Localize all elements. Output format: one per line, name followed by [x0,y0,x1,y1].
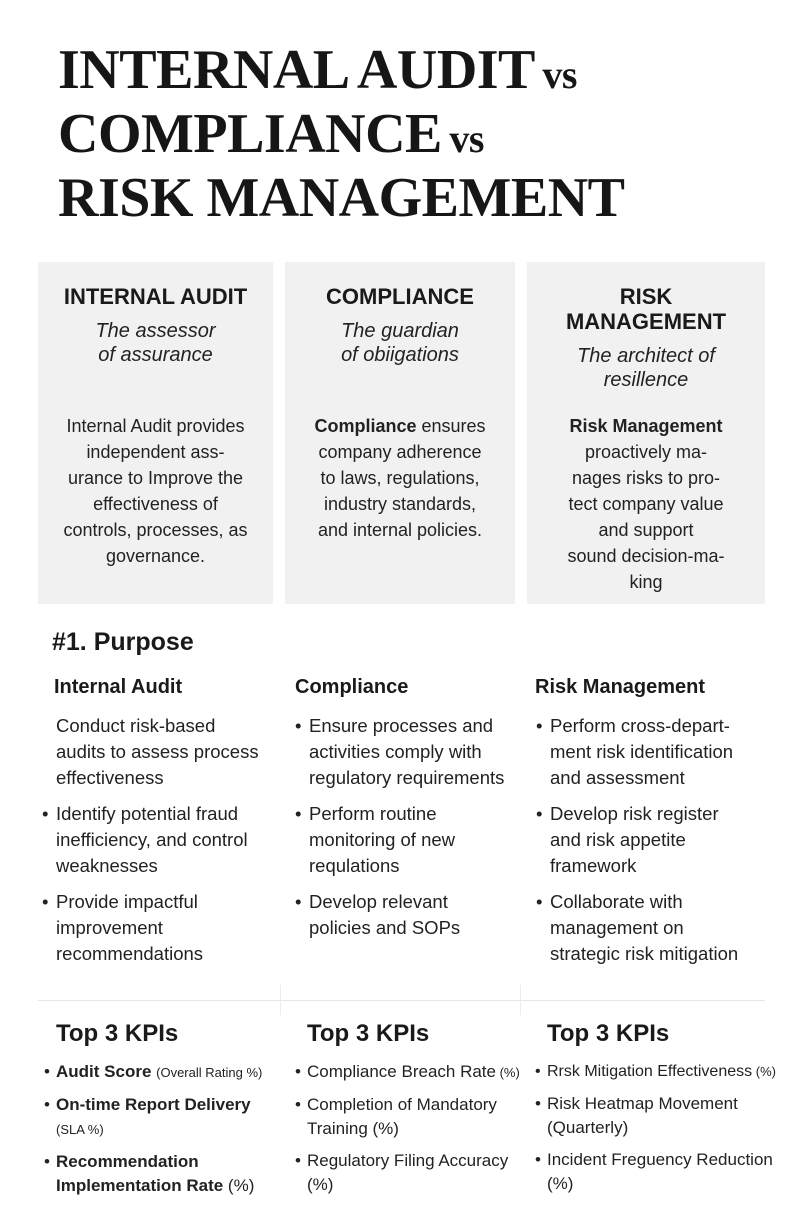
card-description: Risk Management proactively ma- nages risks to pro- tect company value and support sound decision-ma- king [567,416,725,592]
card-internal-audit [38,262,273,604]
column-heading: Compliance [295,676,409,698]
kpi-item: • Recommendation Implementation Rate (%) [56,1150,278,1198]
kpi-item: • Risk Heatmap Movement (Quarterly) [547,1092,782,1140]
purpose-list [54,713,274,967]
list-item: • Collaborate with management on strategic risk mitigation [548,889,765,967]
purpose-column-compliance [295,676,517,951]
kpi-list [307,1060,522,1197]
purpose-list [548,713,765,967]
card-description: Internal Audit provides independent ass- urance to Improve the effectiveness of controls, processes, as governance. [63,416,248,566]
kpi-item: • Compliance Breach Rate (%) [307,1060,522,1085]
kpi-item: • Rrsk Mitigation Effectiveness (%) [547,1060,782,1084]
card-title: RISK MANAGEMENT [565,284,727,334]
card-title: INTERNAL AUDIT [63,284,248,309]
kpi-item: • Incident Freguency Reduction (%) [547,1148,782,1196]
kpi-item: • Audit Score (Overall Rating %) [56,1060,278,1085]
card-risk-management [527,262,765,604]
card-compliance [285,262,515,604]
kpi-heading: Top 3 KPIs [307,1020,430,1047]
list-item: • Perform routine monitoring of new requlations [307,801,517,879]
list-item: • Identify potential fraud inefficiency, and control weaknesses [54,801,274,879]
purpose-column-risk-management [535,676,765,977]
kpi-column-internal-audit [56,1020,278,1206]
list-item: • Perform cross-depart- ment risk identification and assessment [548,713,765,791]
column-heading: Internal Audit [54,676,183,698]
list-item: • Develop risk register and risk appetite framework [548,801,765,879]
kpi-heading: Top 3 KPIs [547,1020,670,1047]
card-tagline: The architect of resillence [577,345,715,391]
purpose-list [307,713,517,941]
title-line-1: INTERNAL AUDIT vs [58,39,577,101]
column-heading: Risk Management [535,676,706,698]
kpi-item: • On-time Report Delivery (SLA %) [56,1093,278,1142]
section-divider [38,1000,765,1001]
kpi-column-compliance [307,1020,522,1205]
list-item: Conduct risk-based audits to assess process effectiveness [56,715,259,788]
card-tagline: The assessor of assurance [95,320,216,366]
kpi-list [547,1060,782,1196]
kpi-heading: Top 3 KPIs [56,1020,179,1047]
comparison-cards [38,262,765,604]
title-line-3: RISK MANAGEMENT [58,167,625,229]
kpi-list [56,1060,278,1198]
kpi-item: • Completion of Mandatory Training (%) [307,1093,522,1141]
kpi-item: • Regulatory Filing Accuracy (%) [307,1149,522,1197]
list-item: • Ensure processes and activities comply with regulatory requirements [307,713,517,791]
card-title: COMPLIANCE [326,284,474,309]
kpi-column-risk-management [547,1020,782,1204]
card-description: Compliance ensures company adherence to laws, regulations, industry standards, and internal policies. [314,416,486,540]
card-tagline: The guardian of obiigations [341,320,459,366]
list-item: • Develop relevant policies and SOPs [307,889,517,941]
column-divider [520,985,521,1015]
column-divider [280,985,281,1015]
title-line-2: COMPLIANCE vs [58,103,484,165]
list-item: • Provide impactful improvement recommendations [54,889,274,967]
page-title [58,38,625,230]
purpose-column-internal-audit [54,676,274,977]
section-title-purpose: #1. Purpose [52,628,194,656]
